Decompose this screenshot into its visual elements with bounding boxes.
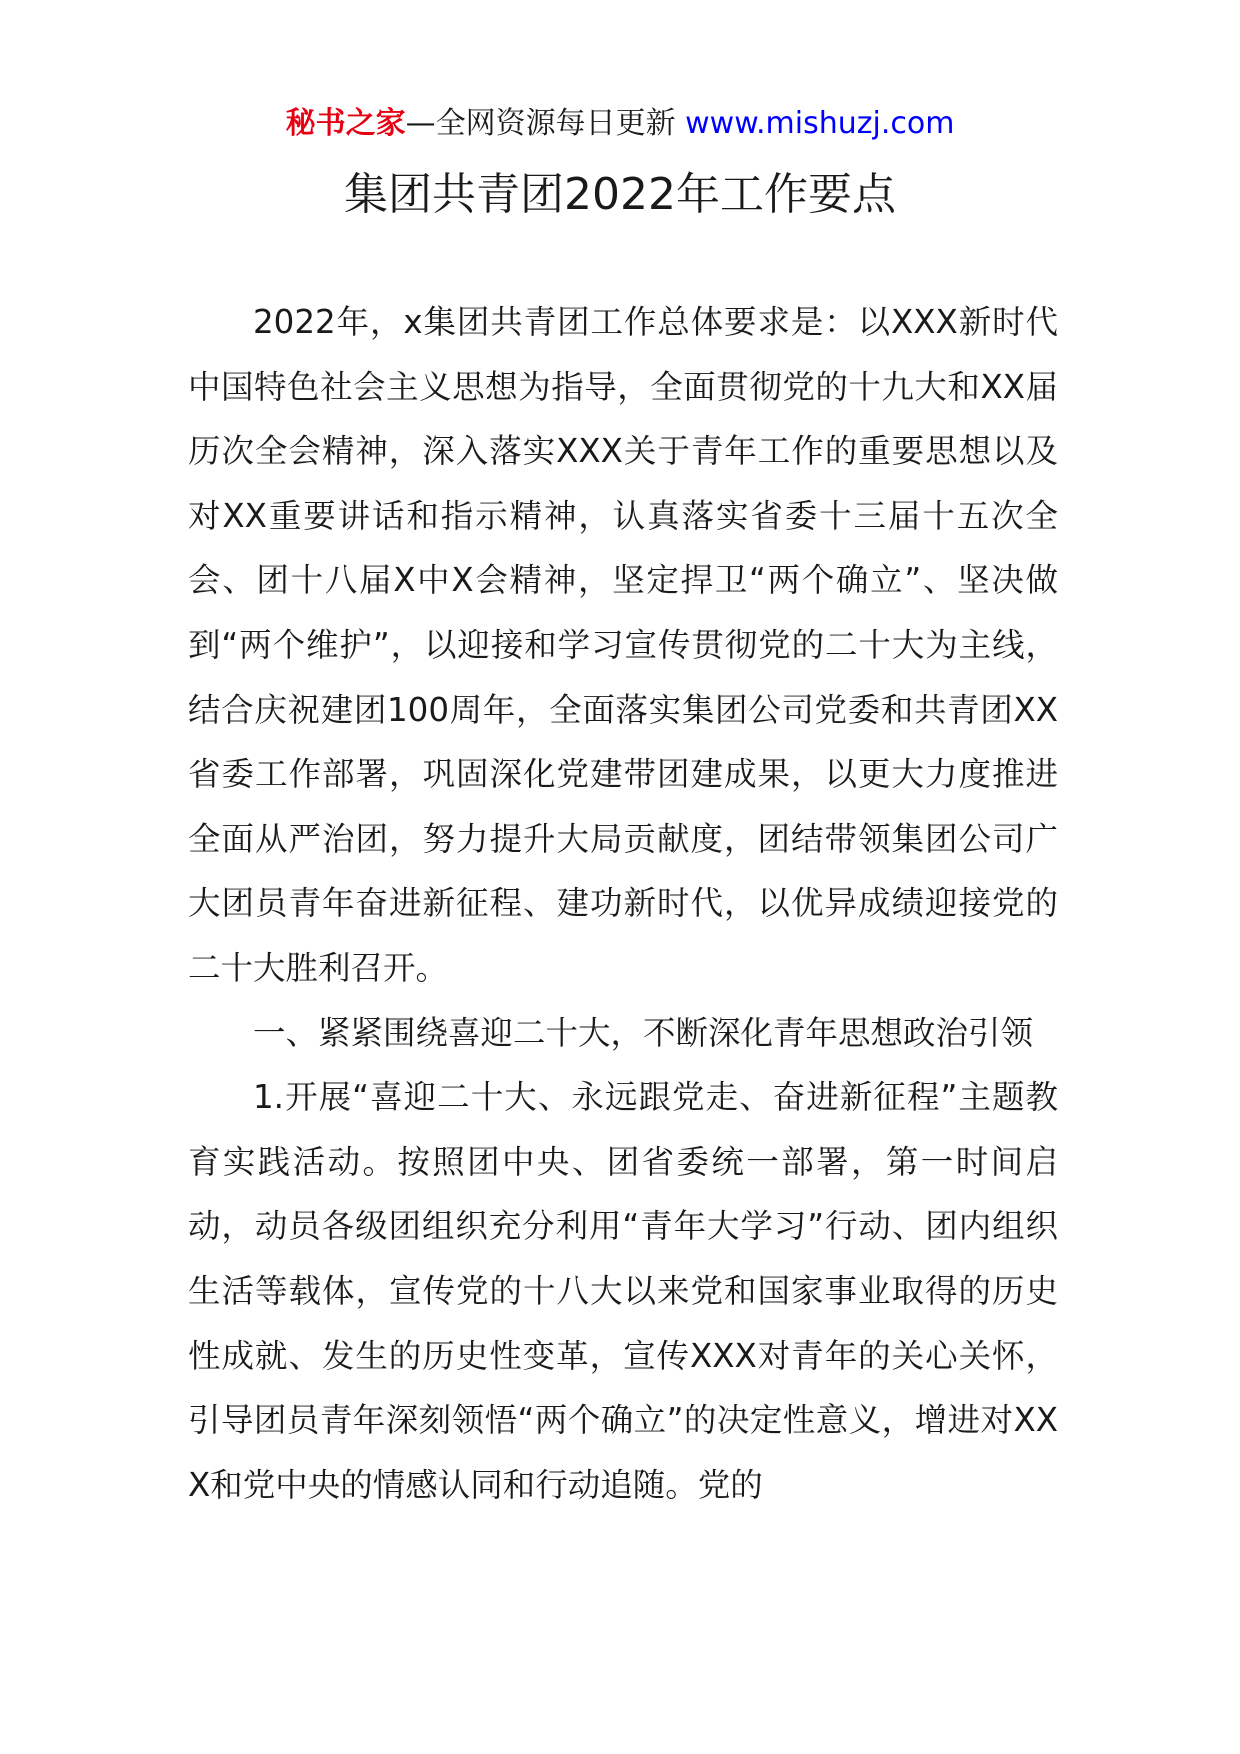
document-title: 集团共青团2022年工作要点 bbox=[344, 169, 896, 220]
header-slogan: —全网资源每日更新 bbox=[405, 106, 686, 141]
document-body bbox=[188, 290, 1058, 1517]
section-heading: 一、紧紧围绕喜迎二十大，不断深化青年思想政治引领 bbox=[253, 1013, 1034, 1052]
site-url-link[interactable]: www.mishuzj.com bbox=[685, 106, 955, 141]
brand-name: 秘书之家 bbox=[285, 106, 406, 141]
site-header bbox=[0, 104, 1240, 144]
intro-paragraph: 2022年，x集团共青团工作总体要求是：以XXX新时代中国特色社会主义思想为指导，全面贯彻党的十九大和XX届历次全会精神，深入落实XXX关于青年工作的重要思想以及对XX重要讲话和指示精神，认真落实省委十三届十五次全会、团十八届X中X会精神，坚定捍卫“两个确立”、坚决做到“两个维护”，以迎接和学习宣传贯彻党的二十大为主线，结合庆祝建团100周年，全面落实集团公司党委和共青团XX省委工作部署，巩固深化党建带团建成果，以更大力度推进全面从严治团，努力提升大局贡献度，团结带领集团公司广大团员青年奋进新征程、建功新时代，以优异成绩迎接党的二十大胜利召开。 bbox=[188, 303, 1058, 987]
item-paragraph: 1.开展“喜迎二十大、永远跟党走、奋进新征程”主题教育实践活动。按照团中央、团省委统一部署，第一时间启动，动员各级团组织充分利用“青年大学习”行动、团内组织生活等载体，宣传党的十八大以来党和国家事业取得的历史性成就、发生的历史性变革，宣传XXX对青年的关心关怀，引导团员青年深刻领悟“两个确立”的决定性意义，增进对XXX和党中央的情感认同和行动追随。党的 bbox=[188, 1078, 1058, 1504]
